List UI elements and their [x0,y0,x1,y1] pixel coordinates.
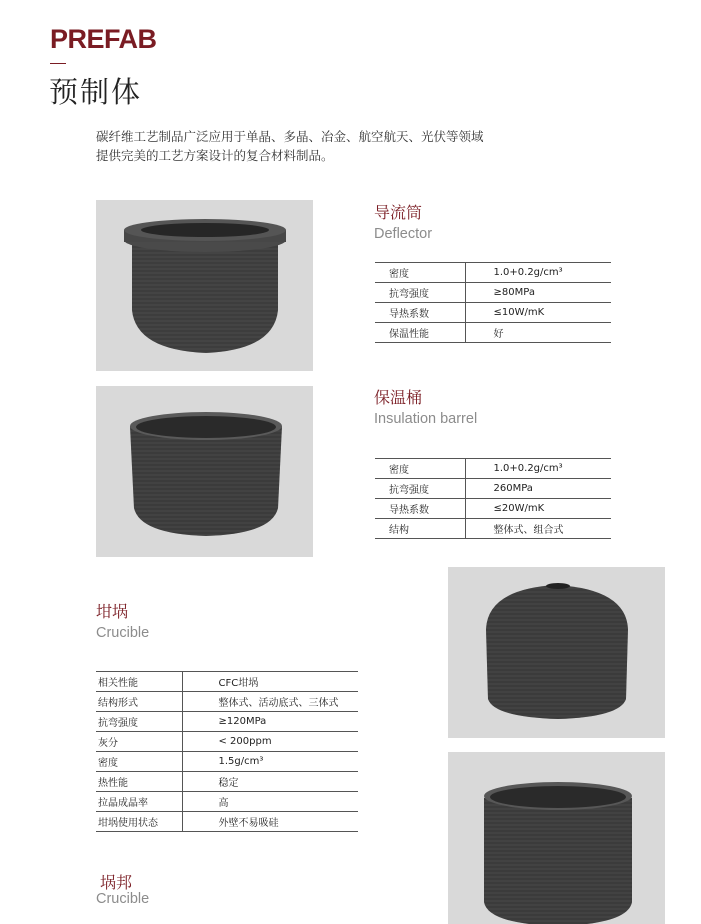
crucible-sleeve-title: 埚邦 [100,873,133,892]
table-row: 坩埚使用状态 外壁不易吸硅 [96,812,358,832]
table-row: 抗弯强度 260MPa [375,479,611,499]
table-row: 导热系数 ≤20W/mK [375,499,611,519]
insulation-barrel-photo [96,386,313,557]
intro-line: 提供完美的工艺方案设计的复合材料制品。 [96,148,334,163]
crucible-subtitle: Crucible [96,625,150,641]
brand-heading: PREFAB [50,24,157,54]
deflector-spec-table [375,262,611,343]
crucible-title: 坩埚 [96,602,129,621]
insulation-barrel-subtitle: Insulation barrel [374,411,478,427]
insulation-barrel-title: 保温桶 [374,388,423,407]
deflector-photo [96,200,313,371]
table-row: 相关性能 CFC坩埚 [96,672,358,692]
table-row: 抗弯强度 ≥120MPa [96,712,358,732]
table-row: 导热系数 ≤10W/mK [375,303,611,323]
crucible-spec-table [96,671,358,832]
table-row: 结构 整体式、组合式 [375,519,611,539]
intro-line: 碳纤维工艺制品广泛应用于单晶、多晶、冶金、航空航天、光伏等领域 [96,129,484,144]
table-row: 抗弯强度 ≥80MPa [375,283,611,303]
crucible-photo [448,567,665,738]
insulation-barrel-spec-table [375,458,611,539]
deflector-subtitle: Deflector [374,226,433,242]
crucible-pot-photo [448,752,665,924]
table-row: 灰分 < 200ppm [96,732,358,752]
title-divider [50,63,66,64]
crucible-sleeve-subtitle: Crucible [96,891,150,907]
table-row: 结构形式 整体式、活动底式、三体式 [96,692,358,712]
table-row: 密度 1.0+0.2g/cm³ [375,263,611,283]
table-row: 保温性能 好 [375,323,611,343]
deflector-title: 导流筒 [374,203,423,222]
table-row: 密度 1.0+0.2g/cm³ [375,459,611,479]
intro-text [96,127,484,165]
table-row: 密度 1.5g/cm³ [96,752,358,772]
table-row: 拉晶成晶率 高 [96,792,358,812]
page-title: 预制体 [49,75,143,109]
table-row: 热性能 稳定 [96,772,358,792]
